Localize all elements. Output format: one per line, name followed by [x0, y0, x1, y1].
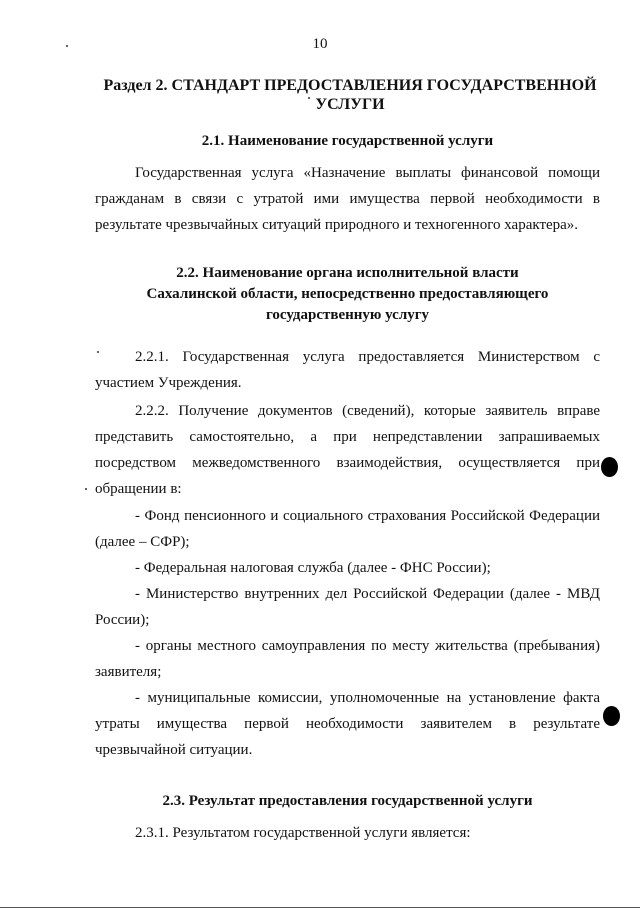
list-item-municipal-commissions: - муниципальные комиссии, уполномоченные на установление факта утраты имущества первой необходимости заявителем в результате чрезвычайной ситуации. [95, 690, 600, 758]
heading-2-2-line-3: государственную услугу [265, 307, 430, 323]
paragraph-2-2-1: 2.2.1. Государственная услуга предоставляется Министерством с участием Учреждения. [95, 349, 600, 391]
list-item-local-government: - органы местного самоуправления по месту жительства (пребывания) заявителя; [95, 638, 600, 680]
heading-2-3: 2.3. Результат предоставления государственной услуги [162, 793, 533, 809]
punch-hole-mark [601, 457, 618, 477]
heading-2-1: 2.1. Наименование государственной услуги [201, 133, 494, 149]
page-number: 10 [312, 36, 328, 52]
list-item-mvd: - Министерство внутренних дел Российской Федерации (далее - МВД России); [95, 586, 600, 628]
scan-edge-line [0, 907, 640, 908]
list-item-fns: - Федеральная налоговая служба (далее - ФНС России); [135, 560, 491, 576]
heading-2-2-line-2: Сахалинской области, непосредственно предоставляющего [146, 286, 549, 302]
paragraph-2-1: Государственная услуга «Назначение выплаты финансовой помощи гражданам в связи с утратой ими имущества первой необходимости в результате чрезвычайных ситуаций природного и техногенного характера». [95, 165, 600, 233]
scan-speck [308, 97, 310, 99]
section-title: Раздел 2. СТАНДАРТ ПРЕДОСТАВЛЕНИЯ ГОСУДАРСТВЕННОЙ УСЛУГИ [103, 77, 597, 113]
paragraph-2-3-1: 2.3.1. Результатом государственной услуги является: [135, 825, 471, 841]
paragraph-2-2-2: 2.2.2. Получение документов (сведений), которые заявитель вправе представить самостоятельно, а при непредставлении запрашиваемых посредством межведомственного взаимодействия, осуществляется при обращении в: [95, 403, 600, 497]
list-item-sfr: - Фонд пенсионного и социального страхования Российской Федерации (далее – СФР); [95, 508, 600, 550]
scan-speck [97, 351, 99, 353]
scan-speck [85, 488, 87, 490]
scan-speck [66, 45, 68, 47]
punch-hole-mark [603, 706, 620, 726]
heading-2-2-line-1: 2.2. Наименование органа исполнительной власти [176, 265, 519, 281]
